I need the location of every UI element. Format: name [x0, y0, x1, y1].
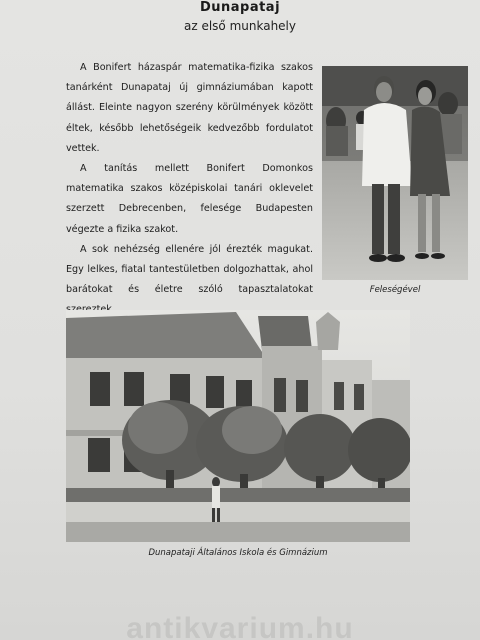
page-subtitle: az első munkahely [183, 19, 296, 33]
paragraph-2: A tanítás mellett Bonifert Domonkos matematika szakos középiskolai tanári oklevelet szerzett Debrecenben, felesége Budapesten végezte a fizika szakot. [66, 163, 313, 235]
paragraph-3: A sok nehézség ellenére jól érezték magukat. Egy lelkes, fiatal tantestületben dolgozhattak, ahol barátokat és életre szóló tapasztalatokat [66, 243, 313, 296]
couple-photo [322, 66, 468, 280]
school-photo [66, 310, 410, 542]
couple-photo-image [322, 66, 468, 280]
couple-photo-caption: Feleségével [369, 285, 421, 295]
watermark-text: antikvarium.hu [126, 612, 354, 640]
paragraph-1: A Bonifert házaspár matematika-fizika szakos tanárként Dunapataj új gimnáziumában kapott állást. Eleinte nagyon szerény körülmények között éltek, később lehetőségeik kedvezőbb fordulatot vettek. [66, 62, 313, 154]
school-photo-image [66, 310, 410, 542]
page-title: Dunapataj [199, 0, 281, 15]
school-photo-caption: Dunapataji Általános Iskola és Gimnázium [148, 548, 328, 558]
